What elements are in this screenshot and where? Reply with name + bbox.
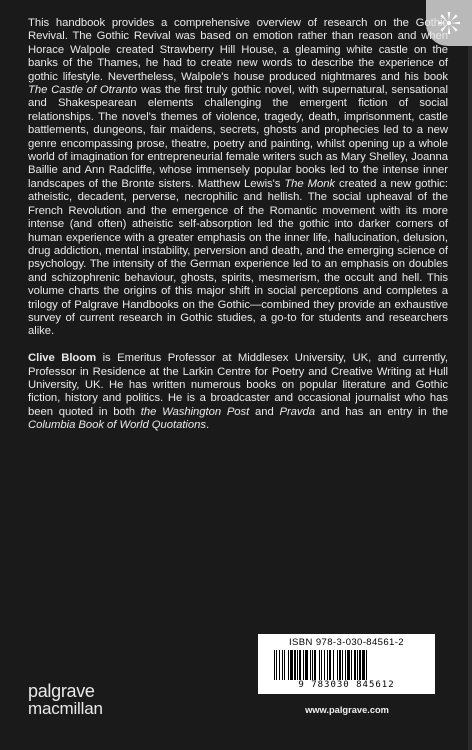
barcode-bar (347, 650, 350, 680)
publisher-logo (28, 682, 148, 718)
description-text: created a new gothic: atheistic, decadent, perverse, necrophilic and hellish. The social upheaval of the French Revolution and the emergence of the Romantic movement with its more intense (and often) atheistic self-absorption led the gothic into darker corners of human experience with a greater emphasis on the inner life, hallucination, delusion, drug addiction, mental instability, perversion and death, and the emerging science of psychology. The intensity of the German experience led to an emphasis on doubles and schizophrenic behaviour, ghosts, spirits, mesmerism, the occult and hell. This volume charts the origins of this major shift in social perceptions and completes a trilogy of Palgrave Handbooks on the Gothic—combined they provide an exhaustive survey of current research in Gothic studies, a go-to for students and researchers alike. (28, 177, 448, 338)
publication-name: the Washington Post (140, 405, 250, 418)
barcode-bar (314, 650, 316, 680)
publisher-website: www.palgrave.com (305, 705, 389, 715)
barcode-bar (299, 650, 301, 680)
back-cover-blurb (28, 17, 448, 433)
barcode-bar (284, 650, 285, 680)
barcode-bar (290, 650, 293, 680)
cover-edge (468, 0, 472, 750)
barcode-bar (310, 650, 311, 680)
bio-text: and has an entry in the (314, 405, 448, 418)
barcode-bar (312, 650, 313, 680)
barcode-bar (294, 650, 296, 680)
isbn-label: ISBN 978-3-030-84561-2 (289, 637, 404, 648)
barcode-bar (333, 650, 334, 680)
book-title-monk: The Monk (284, 177, 336, 190)
barcode-bar (354, 650, 356, 680)
barcode-bar (297, 650, 298, 680)
barcode-bar (282, 650, 283, 680)
barcode-bar (337, 650, 338, 680)
description-text: This handbook provides a comprehensive overview of research on the Gothic Revival. The Gothic Revival was based on emotion rather than reason and when Horace Walpole created Strawberry Hill House, a gleaming white castle on the banks of the Thames, he had to create new words to describe the experience of gothic lifestyle. Nevertheless, Walpole's house produced nightmares and his book (28, 17, 448, 83)
barcode-bar (288, 650, 289, 680)
barcode-bar (366, 650, 367, 680)
barcode-digits: 9 783030 845612 (298, 680, 395, 690)
bio-text: is Emeritus Professor at Middlesex University, UK, and currently, Professor in Residence at the Larkin Centre for Poetry and Creative Writing at Hull University, UK. He has written numerous books on popular literature and Gothic fiction, history and politics. He is a broadcaster and occasional journalist who has been quoted in both (28, 352, 448, 418)
publisher-name-line2: macmillan (28, 699, 103, 718)
barcode-bar (276, 650, 277, 680)
barcode-bar (279, 650, 280, 680)
barcode-bar (359, 650, 361, 680)
bio-text: . (205, 419, 210, 432)
bio-text: and (249, 405, 280, 418)
barcode-bar (327, 650, 328, 680)
author-bio (28, 352, 448, 432)
description-text: was the first truly gothic novel, with supernatural, sensational and Shakespearean elements challenging the emergent fiction of social relationships. The novel's themes of violence, tragedy, death, imprisonment, castle battlements, dungeons, fair maidens, secrets, ghosts and prophecies led to a new genre encompassing prose, theatre, poetry and painting, whilst opening up a whole world of imagination for entrepreneurial female writers such as Mary Shelley, Joanna Baillie and Ann Radcliffe, whose immensely popular books led to the intense inner landscapes of the Bronte sisters. Matthew Lewis's (28, 84, 448, 190)
barcode-bars (272, 650, 422, 680)
barcode-bar (303, 650, 304, 680)
barcode-bar (329, 650, 331, 680)
barcode-bar (319, 650, 320, 680)
barcode-bar (357, 650, 358, 680)
barcode-bar (324, 650, 325, 680)
barcode-bar (351, 650, 352, 680)
publisher-name-line1: palgrave (28, 681, 95, 701)
barcode-bar (362, 650, 365, 680)
book-description (28, 17, 448, 339)
barcode-bar (321, 650, 322, 680)
author-name: Clive Bloom (28, 352, 97, 365)
barcode-bar (339, 650, 341, 680)
barcode-bar (342, 650, 343, 680)
barcode-bar (345, 650, 346, 680)
barcode-bar (274, 650, 275, 680)
publication-name: Pravda (279, 405, 315, 418)
publication-name: Columbia Book of World Quotations (28, 419, 206, 432)
book-title-otranto: The Castle of Otranto (28, 84, 138, 97)
barcode-bar (305, 650, 308, 680)
isbn-barcode (258, 634, 435, 694)
